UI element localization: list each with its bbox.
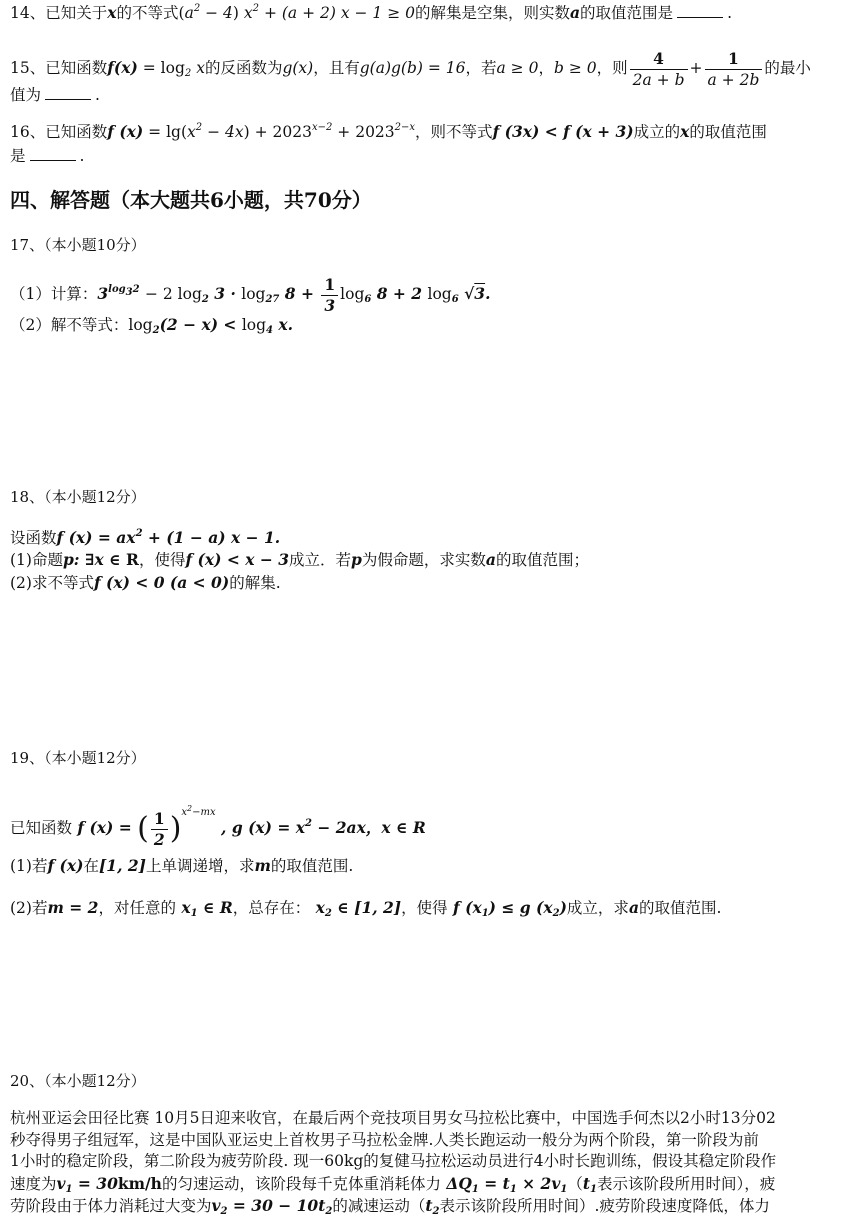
math-inequality: f $(x_1) \le g$ $(x_2)$ — [447, 898, 567, 919]
text: (1)若 — [10, 857, 48, 875]
text: 的最小 — [764, 59, 811, 77]
math-x: x — [107, 3, 117, 22]
text: 已知关于 — [45, 4, 108, 22]
math-fraction-third: $\frac{1}{3}$ — [321, 275, 338, 316]
text: 的取值范围； — [495, 551, 589, 569]
math-p: p — [351, 550, 362, 569]
answer-blank[interactable] — [677, 5, 723, 18]
math-m: m — [254, 856, 271, 875]
answer-blank[interactable] — [45, 87, 91, 100]
text-line: 速度为$v_1 = 30km/h$的匀速运动，该阶段每千克体重消耗体力 $\Delta Q_1 = t_1 \times 2v_1(t_1$表示该阶段所用时间），疲 — [10, 1173, 776, 1195]
question-20-header: 20、（本小题12分） — [10, 1072, 146, 1090]
math-b-cond: b ≥ 0 — [553, 59, 597, 77]
math-fraction-1: $\frac{4}{2a + b}$ — [630, 49, 688, 90]
text: 表示该阶段所用时间）.疲劳阶段速度降低，体力 — [439, 1197, 770, 1215]
math-inequality: $\log_2(2 - x) < \log_4 x$. — [128, 315, 294, 336]
question-16-line2 — [10, 145, 848, 167]
math-interval: [1, 2] — [98, 856, 146, 875]
question-15-line2 — [10, 84, 848, 106]
text: ，则不等式 — [415, 123, 493, 141]
math-expression-tail: $\log_6 8 + 2$ $\log_6 √3$. — [340, 284, 491, 305]
question-number: 16、 — [10, 123, 46, 141]
math-x2: $x_2$ ∈ [1, 2] — [310, 898, 402, 919]
text: . — [79, 147, 85, 165]
math-function-def: = $\lg(x^2 - 4x) + 2023^{x-2} + 2023^{2-x}$ — [143, 122, 416, 141]
question-16 — [10, 121, 848, 143]
question-18-part1 — [10, 549, 848, 571]
math-product: g(a)g(b) = 16 — [359, 59, 466, 77]
text: 表示该阶段所用时间），疲 — [596, 1174, 776, 1193]
text: ，使得 — [401, 899, 448, 917]
text: 是 — [10, 147, 26, 165]
math-paren: ( — [137, 811, 149, 846]
math-fraction-2: $\frac{1}{a + 2b}$ — [705, 49, 763, 90]
math-a-cond: a ≥ 0 — [496, 59, 539, 77]
text: ，则 — [596, 59, 628, 77]
math-inequality: f (x) < 0 (a < 0) — [93, 573, 230, 592]
text-line: 秒夺得男子组冠军，这是中国队亚运史上首枚男子马拉松金牌.人类长跑运动一般分为两个阶段，第一阶段为前 — [10, 1130, 759, 1149]
math-gx: g(x) — [282, 59, 314, 77]
question-19-part2 — [10, 897, 848, 919]
math-t2: $t_2$ — [425, 1196, 440, 1217]
question-18-part2 — [10, 572, 848, 594]
question-19-part1 — [10, 855, 848, 877]
math-log: = $\log_2 x$ — [137, 59, 205, 79]
text: 成立的 — [633, 123, 681, 141]
math-x: x — [680, 122, 690, 141]
math-inequality: f (x) < x − 3 — [185, 550, 290, 569]
math-function-g: , g $(x) = x^2 - 2ax$，x ∈ R — [215, 818, 426, 837]
math-inequality: $(a^2 - 4) x^2 + (a + 2) x - 1 \ge 0$ — [178, 3, 415, 22]
text: ，若 — [465, 59, 497, 77]
math-v2: $v_2 = 30 - 10t_2$ — [211, 1196, 333, 1217]
question-18-intro — [10, 527, 848, 549]
question-14 — [10, 2, 848, 24]
text: （1）计算： — [10, 285, 98, 303]
question-19-header: 19、（本小题12分） — [10, 749, 146, 767]
text: . — [727, 4, 732, 22]
text: ， — [538, 59, 554, 77]
text: ，总存在： — [232, 899, 311, 917]
text: 的取值范围. — [270, 857, 354, 875]
math-t1: $t_1$ — [582, 1173, 597, 1195]
math-fx: f(x) — [107, 58, 138, 77]
text: 的匀速运动，该阶段每千克体重消耗体力 — [161, 1174, 441, 1193]
text: 的取值范围. — [638, 899, 722, 917]
math-fx: f (x) — [107, 122, 144, 141]
math-v1: $v_1 = 30km/h$ — [56, 1173, 162, 1195]
section-title: 四、解答题（本大题共6小题，共70分） — [10, 188, 372, 212]
text: 的解集是空集，则实数 — [414, 4, 570, 22]
question-number: 14、 — [10, 4, 46, 22]
math-inequality: f (3x) < f (x + 3) — [492, 122, 634, 141]
question-17-part2 — [10, 314, 848, 336]
math-exponent: x2−mx — [181, 804, 216, 818]
text: （2）解不等式： — [10, 316, 129, 334]
answer-blank[interactable] — [30, 148, 76, 161]
math-function-f: f (x) = — [72, 818, 138, 837]
text: 成立，求 — [566, 899, 629, 917]
question-17-header: 17、（本小题10分） — [10, 236, 146, 254]
question-20-body — [10, 1108, 850, 1218]
math-function: f $(x) = ax^2 + (1 - a) x - 1$. — [56, 528, 281, 547]
math-paren: ) — [169, 811, 182, 846]
text: 在 — [83, 857, 99, 875]
text: 的解集. — [229, 574, 281, 592]
text: 值为 — [10, 86, 42, 104]
text: 的不等式 — [116, 4, 179, 22]
question-17-part1 — [10, 274, 848, 314]
math-expression: $3^{log_32} - 2$ $\log_2 3 \cdot \log_{27} 8$ + — [97, 284, 320, 305]
math-a: a — [570, 3, 581, 22]
question-19-intro — [10, 790, 848, 849]
text: ，且有 — [313, 59, 360, 77]
math-x1: $x_1$ ∈ R — [175, 898, 233, 919]
math-m-eq: m = 2 — [47, 898, 99, 917]
text: (2)若 — [10, 899, 48, 917]
question-number: 15、 — [10, 59, 46, 77]
text: ，对任意的 — [98, 899, 176, 917]
text: 设函数 — [10, 529, 57, 547]
text: 上单调递增，求 — [146, 857, 255, 875]
text: 已知函数 — [45, 123, 108, 141]
text-line: 杭州亚运会田径比赛 10月5日迎来收官，在最后两个竞技项目男女马拉松比赛中，中国选手何杰以2小时13分02 — [10, 1109, 776, 1127]
math-fraction-half: $\frac{1}{2}$ — [151, 809, 168, 850]
text: 速度为 — [10, 1174, 57, 1193]
text: . — [95, 86, 100, 104]
text: 的反函数为 — [204, 59, 283, 77]
text: 劳阶段由于体力消耗过大变为 — [10, 1197, 212, 1215]
text: (2)求不等式 — [10, 574, 94, 592]
text: 已知函数 — [45, 59, 108, 77]
question-18-header: 18、（本小题12分） — [10, 488, 146, 506]
text: 的取值范围是 — [580, 4, 674, 22]
text: 的减速运动（ — [332, 1197, 426, 1215]
text-line: 1小时的稳定阶段，第二阶段为疲劳阶段. 现一60kg的复健马拉松运动员进行4小时长跑训练，假设其稳定阶段作 — [10, 1152, 777, 1170]
text: (1)命题 — [10, 551, 63, 569]
text: 成立．若 — [289, 551, 352, 569]
text: ，使得 — [138, 551, 186, 569]
math-a: a — [485, 550, 496, 569]
math-plus: + — [689, 59, 703, 77]
text: 已知函数 — [10, 819, 73, 837]
math-fx: f (x) — [47, 856, 84, 875]
math-a: a — [628, 898, 639, 917]
math-dq1: $\Delta Q_1 = t_1 \times 2v_1$ — [440, 1173, 568, 1195]
math-proposition: p: ∃x ∈ R — [62, 550, 139, 569]
text: 为假命题，求实数 — [361, 551, 486, 569]
text-line — [10, 1195, 850, 1218]
text: 的取值范围 — [689, 123, 767, 141]
